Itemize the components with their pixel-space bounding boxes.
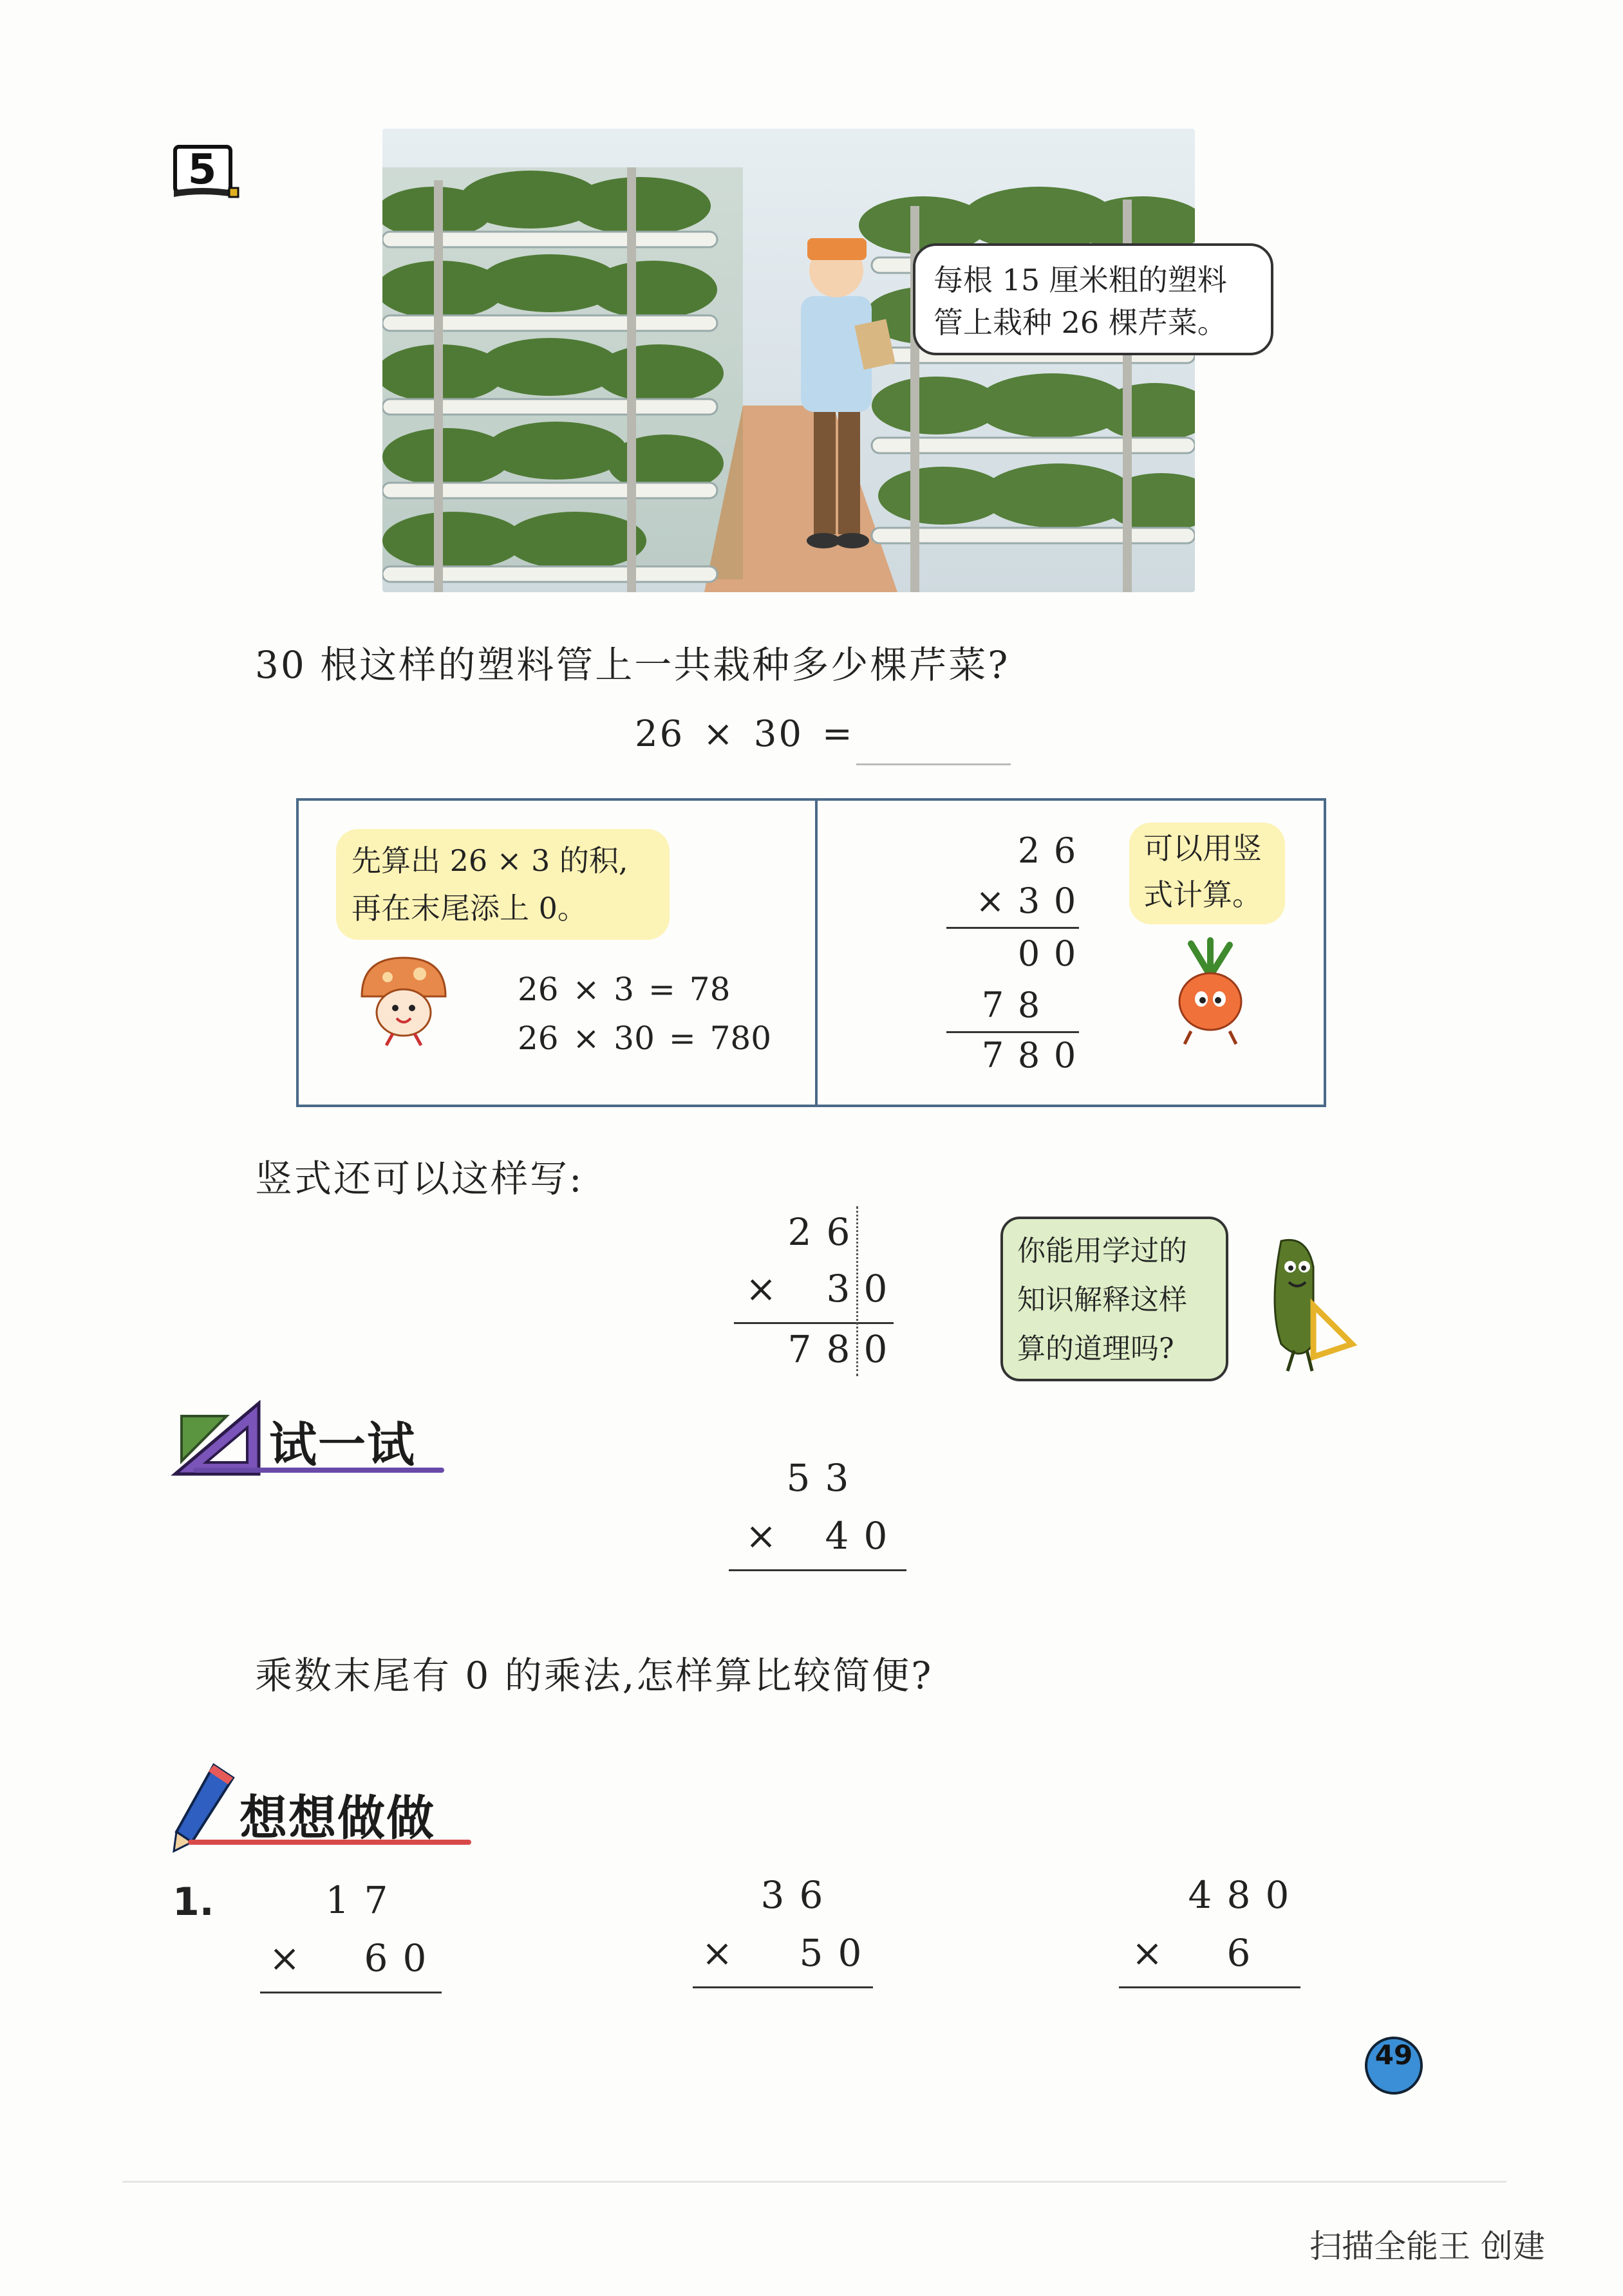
times-sign: × bbox=[268, 1936, 301, 1980]
digit: 6 bbox=[1226, 1931, 1251, 1975]
digit: 0 bbox=[1053, 881, 1076, 921]
practice-problem-2 bbox=[690, 1873, 890, 1995]
greenhouse-image bbox=[382, 129, 1195, 592]
rule-line bbox=[946, 927, 1079, 929]
digit: 2 bbox=[787, 1210, 812, 1254]
tip-left-line-2: 再在末尾添上 0。 bbox=[352, 891, 587, 926]
digit: 0 bbox=[402, 1936, 427, 1980]
alt-method-label: 竖式还可以这样写: bbox=[255, 1157, 584, 1200]
practice-item-number: 1. bbox=[173, 1880, 214, 1925]
tip-bottom-line-1: 你能用学过的 bbox=[1017, 1235, 1187, 1267]
speech-line-2: 管上栽种 26 棵芹菜。 bbox=[933, 305, 1227, 340]
digit: 3 bbox=[1017, 881, 1040, 921]
try-problem bbox=[729, 1456, 922, 1578]
times-sign: × bbox=[975, 881, 1005, 921]
digit: 0 bbox=[838, 1931, 862, 1975]
digit: 7 bbox=[981, 1035, 1004, 1076]
digit: 7 bbox=[981, 985, 1004, 1025]
radish-tip-bubble bbox=[1129, 823, 1285, 924]
dotted-guide-line bbox=[856, 1206, 858, 1376]
digit: 4 bbox=[1188, 1873, 1212, 1917]
radish-mascot-icon bbox=[1165, 937, 1255, 1047]
digit: 6 bbox=[364, 1936, 388, 1980]
vertical-calc-alt bbox=[734, 1210, 901, 1384]
mushroom-mascot-icon bbox=[349, 951, 458, 1048]
speech-line-1: 每根 15 厘米粗的塑料 bbox=[933, 263, 1227, 297]
methods-divider bbox=[815, 798, 818, 1107]
answer-blank[interactable] bbox=[856, 763, 1011, 765]
digit: 0 bbox=[1265, 1873, 1290, 1917]
digit: 0 bbox=[1053, 1035, 1076, 1076]
calc-line-2: 26 × 30 = 780 bbox=[518, 1020, 772, 1057]
practice-problem-3 bbox=[1116, 1873, 1316, 1995]
digit: 5 bbox=[786, 1456, 811, 1500]
times-sign: × bbox=[1131, 1931, 1163, 1975]
digit: 0 bbox=[1017, 933, 1040, 974]
digit: 0 bbox=[863, 1327, 888, 1371]
tip-bottom-line-3: 算的道理吗? bbox=[1017, 1332, 1174, 1365]
example-number: 5 bbox=[187, 146, 217, 194]
digit: 7 bbox=[787, 1327, 812, 1371]
rule-line bbox=[1119, 1986, 1300, 1988]
question-text: 30 根这样的塑料管上一共栽种多少棵芹菜? bbox=[255, 643, 1010, 687]
tip-left-line-1: 先算出 26 × 3 的积, bbox=[352, 843, 628, 878]
times-sign: × bbox=[701, 1931, 733, 1975]
tip-right-line-2: 式计算。 bbox=[1143, 877, 1262, 912]
mushroom-tip-bubble bbox=[336, 829, 670, 940]
digit: 3 bbox=[825, 1456, 849, 1500]
farmer-speech-bubble bbox=[913, 243, 1273, 355]
digit: 8 bbox=[1017, 1035, 1040, 1076]
rule-line bbox=[729, 1569, 906, 1571]
digit: 6 bbox=[826, 1210, 850, 1254]
times-sign: × bbox=[745, 1267, 777, 1311]
digit: 3 bbox=[760, 1873, 785, 1917]
rule-line bbox=[260, 1992, 442, 1993]
digit: 2 bbox=[1017, 830, 1040, 871]
tip-bottom-line-2: 知识解释这样 bbox=[1017, 1283, 1187, 1316]
practice-heading: 想想做做 bbox=[239, 1791, 435, 1846]
cucumber-mascot-icon bbox=[1243, 1228, 1358, 1376]
digit: 0 bbox=[1053, 933, 1076, 974]
vertical-calc-main bbox=[946, 830, 1094, 1088]
greenhouse-illustration bbox=[382, 129, 1195, 592]
digit: 4 bbox=[825, 1514, 849, 1558]
scanner-watermark: 扫描全能王 创建 bbox=[1309, 2228, 1545, 2265]
cucumber-tip-bubble bbox=[1000, 1217, 1228, 1381]
digit: 8 bbox=[826, 1327, 850, 1371]
rule-line bbox=[734, 1322, 894, 1324]
practice-problem-1 bbox=[256, 1878, 456, 2001]
calc-line-1: 26 × 3 = 78 bbox=[518, 971, 731, 1008]
digit: 7 bbox=[364, 1878, 388, 1922]
page-number-badge bbox=[1365, 2037, 1423, 2095]
digit: 8 bbox=[1226, 1873, 1251, 1917]
rule-line bbox=[946, 1031, 1079, 1033]
digit: 3 bbox=[826, 1267, 850, 1311]
footer-rule bbox=[122, 2181, 1506, 2183]
triangle-ruler-icon bbox=[169, 1390, 265, 1480]
equation-text: 26 × 30 = bbox=[635, 713, 854, 755]
digit: 0 bbox=[863, 1514, 888, 1558]
try-heading: 试一试 bbox=[269, 1417, 416, 1473]
tip-right-line-1: 可以用竖 bbox=[1143, 831, 1262, 866]
page-number: 49 bbox=[1374, 2039, 1413, 2071]
digit: 8 bbox=[1017, 985, 1040, 1025]
digit: 6 bbox=[799, 1873, 823, 1917]
times-sign: × bbox=[745, 1514, 777, 1558]
digit: 6 bbox=[1053, 830, 1076, 871]
digit: 1 bbox=[325, 1878, 350, 1922]
rule-line bbox=[693, 1986, 873, 1988]
digit: 0 bbox=[863, 1267, 888, 1311]
example-badge bbox=[171, 143, 243, 202]
try-question: 乘数末尾有 0 的乘法,怎样算比较简便? bbox=[255, 1654, 933, 1697]
digit: 5 bbox=[799, 1931, 823, 1975]
